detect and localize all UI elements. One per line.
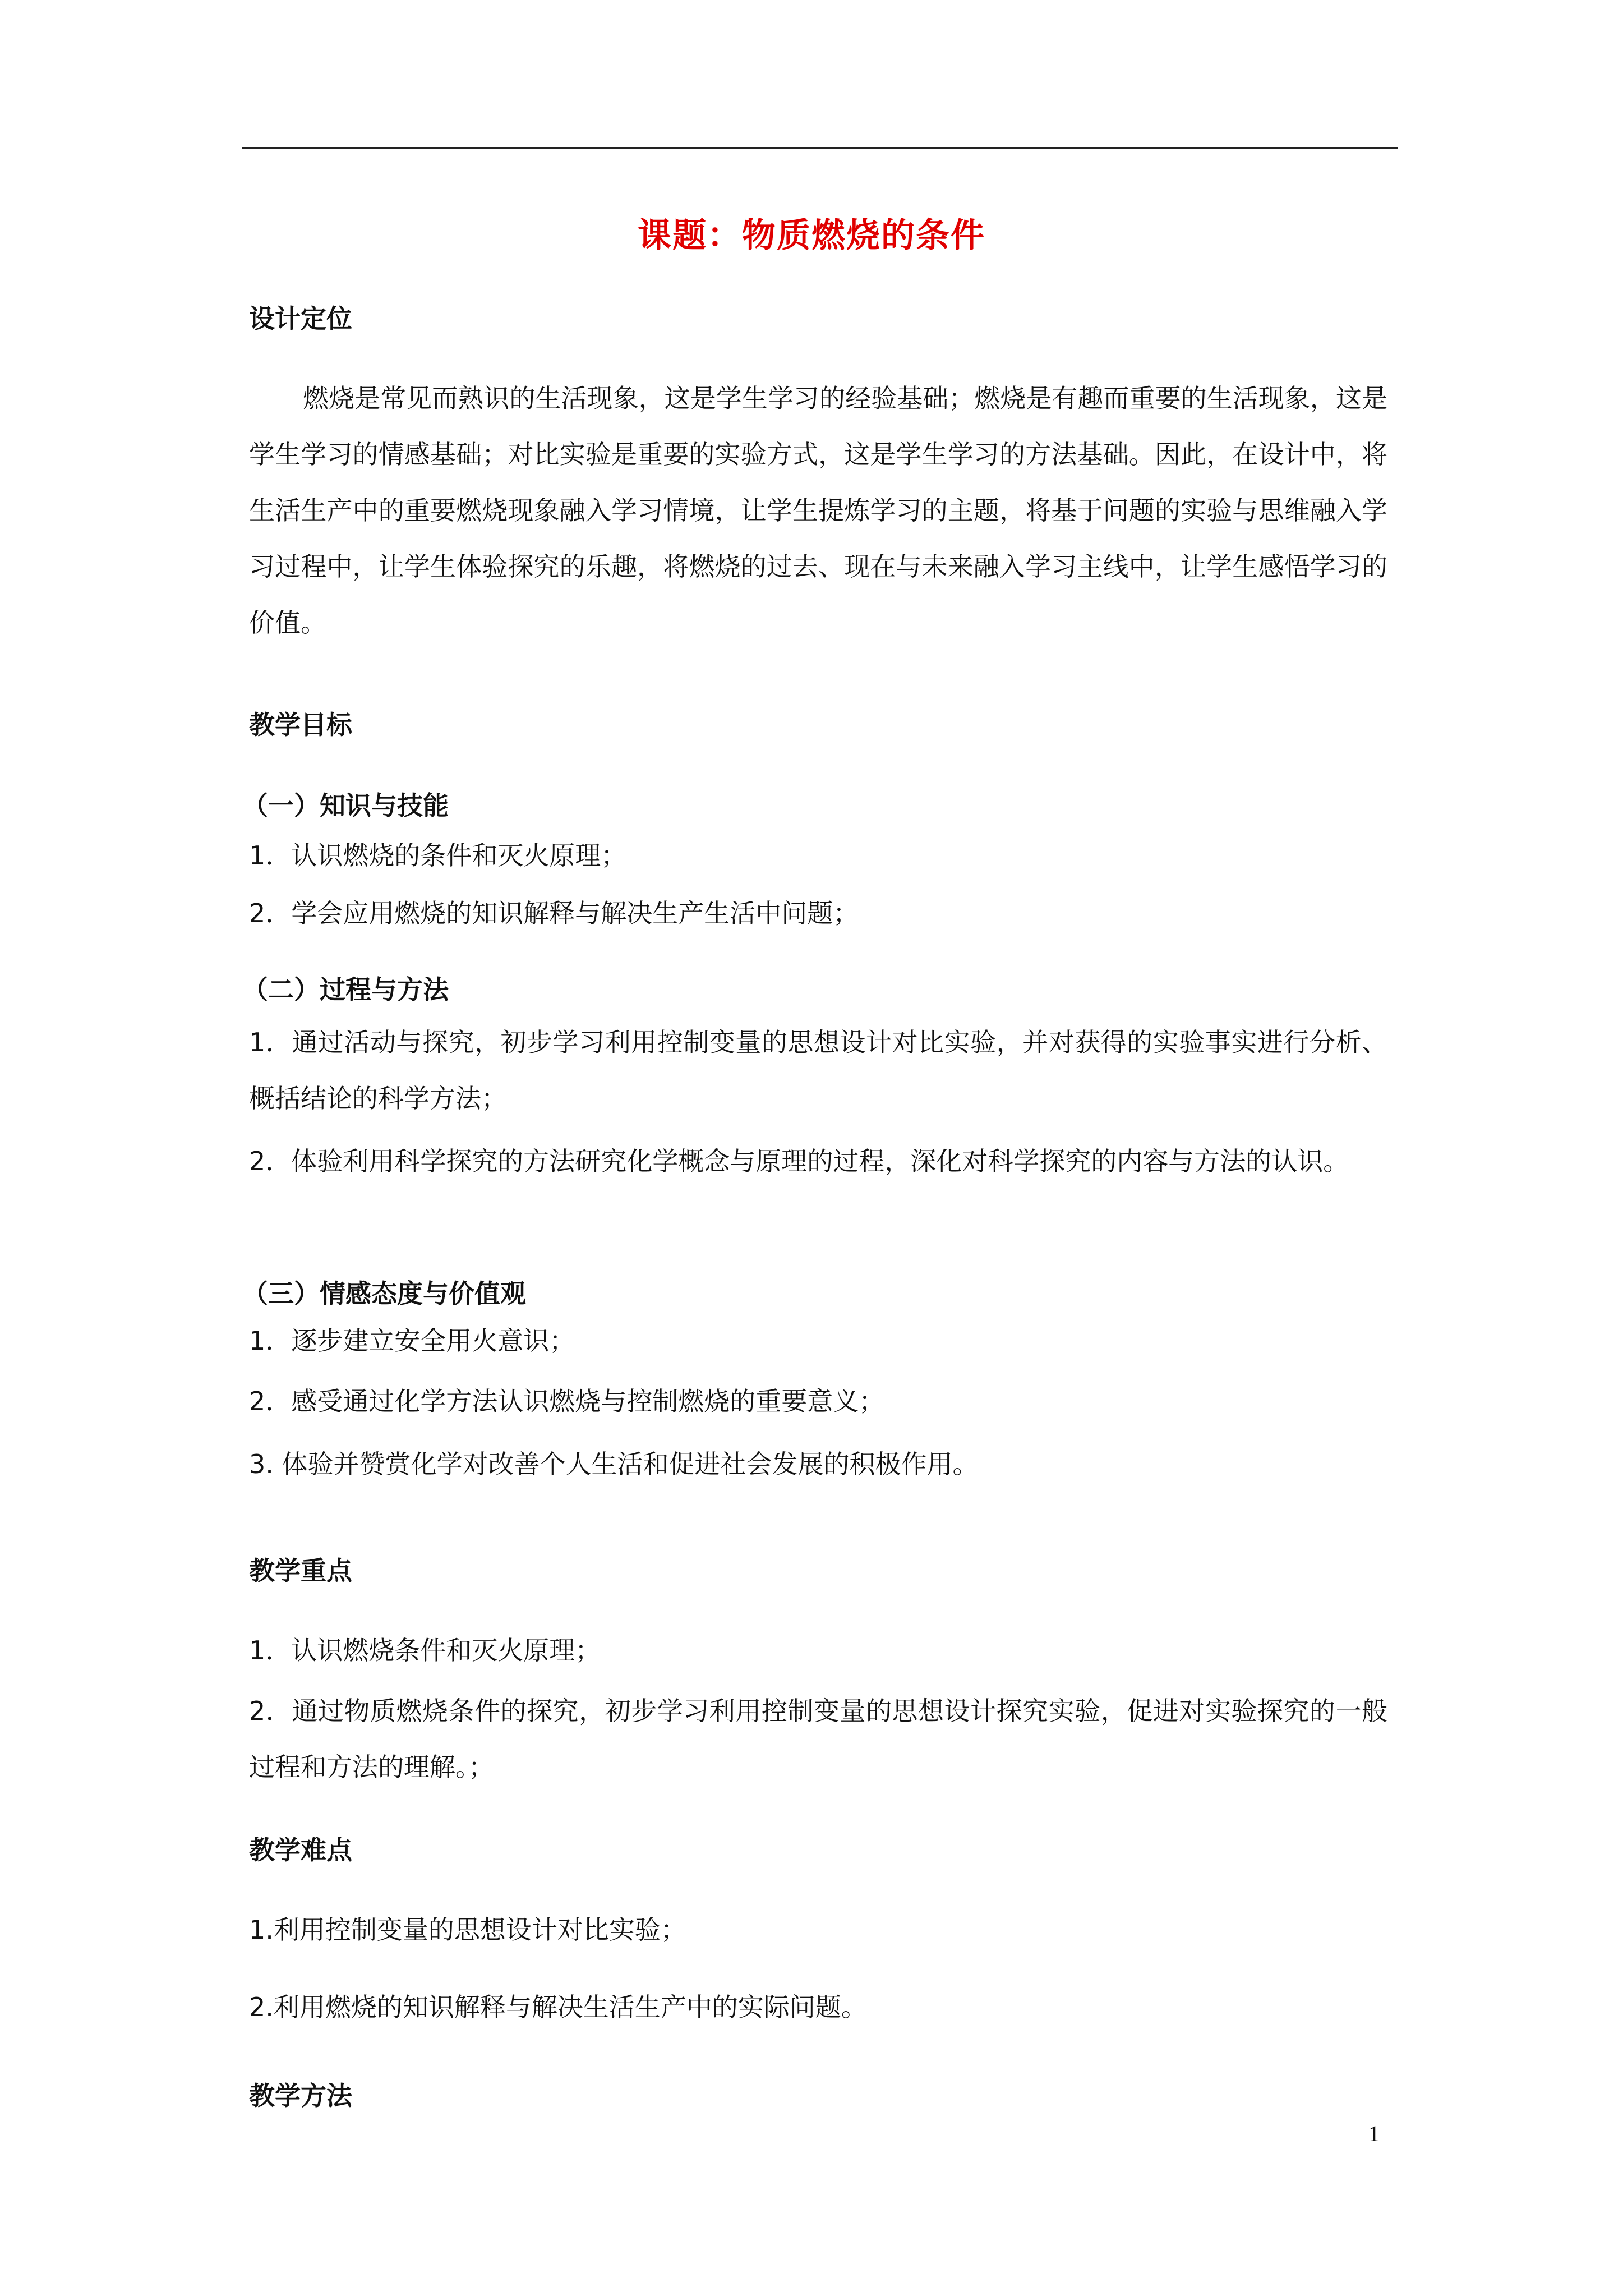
difficulty-item: 2.利用燃烧的知识解释与解决生活生产中的实际问题。 (249, 1992, 867, 2022)
objective-group-title-process: （二）过程与方法 (242, 974, 449, 1005)
page-number: 1 (1368, 2121, 1380, 2146)
objective-item: 1．认识燃烧的条件和灭火原理； (249, 840, 627, 871)
section-heading-design: 设计定位 (249, 303, 352, 334)
objective-group-title-attitude: （三）情感态度与价值观 (242, 1278, 526, 1309)
difficulty-item: 1.利用控制变量的思想设计对比实验； (249, 1915, 686, 1945)
objective-item: 3. 体验并赞赏化学对改善个人生活和促进社会发展的积极作用。 (249, 1449, 979, 1479)
objective-group-title-knowledge: （一）知识与技能 (242, 790, 449, 821)
section-heading-key-points: 教学重点 (249, 1556, 352, 1586)
page-title: 课题：物质燃烧的条件 (638, 216, 985, 255)
objective-item: 2．感受通过化学方法认识燃烧与控制燃烧的重要意义； (249, 1386, 885, 1416)
section-heading-objectives: 教学目标 (249, 710, 352, 740)
objective-item: 1．通过活动与探究，初步学习利用控制变量的思想设计对比实验，并对获得的实验事实进行分析、概括结论的科学方法； (249, 1027, 1387, 1114)
objective-item: 1．逐步建立安全用火意识； (249, 1326, 575, 1356)
design-paragraph: 燃烧是常见而熟识的生活现象，这是学生学习的经验基础；燃烧是有趣而重要的生活现象，这是学生学习的情感基础；对比实验是重要的实验方式，这是学生学习的方法基础。因此，在设计中，将生活生产中的重要燃烧现象融入学习情境，让学生提炼学习的主题，将基于问题的实验与思维融入学习过程中，让学生体验探究的乐趣，将燃烧的过去、现在与未来融入学习主线中，让学生感悟学习的价值。 (249, 383, 1387, 638)
key-point-item: 1．认识燃烧条件和灭火原理； (249, 1635, 601, 1665)
objective-item: 2．体验利用科学探究的方法研究化学概念与原理的过程，深化对科学探究的内容与方法的认识。 (249, 1146, 1349, 1176)
section-heading-difficulties: 教学难点 (249, 1835, 352, 1865)
section-heading-methods: 教学方法 (249, 2081, 352, 2111)
header-rule (242, 147, 1398, 149)
objective-item: 2．学会应用燃烧的知识解释与解决生产生活中问题； (249, 898, 859, 928)
key-point-item: 2．通过物质燃烧条件的探究，初步学习利用控制变量的思想设计探究实验，促进对实验探究的一般过程和方法的理解。； (249, 1696, 1387, 1782)
